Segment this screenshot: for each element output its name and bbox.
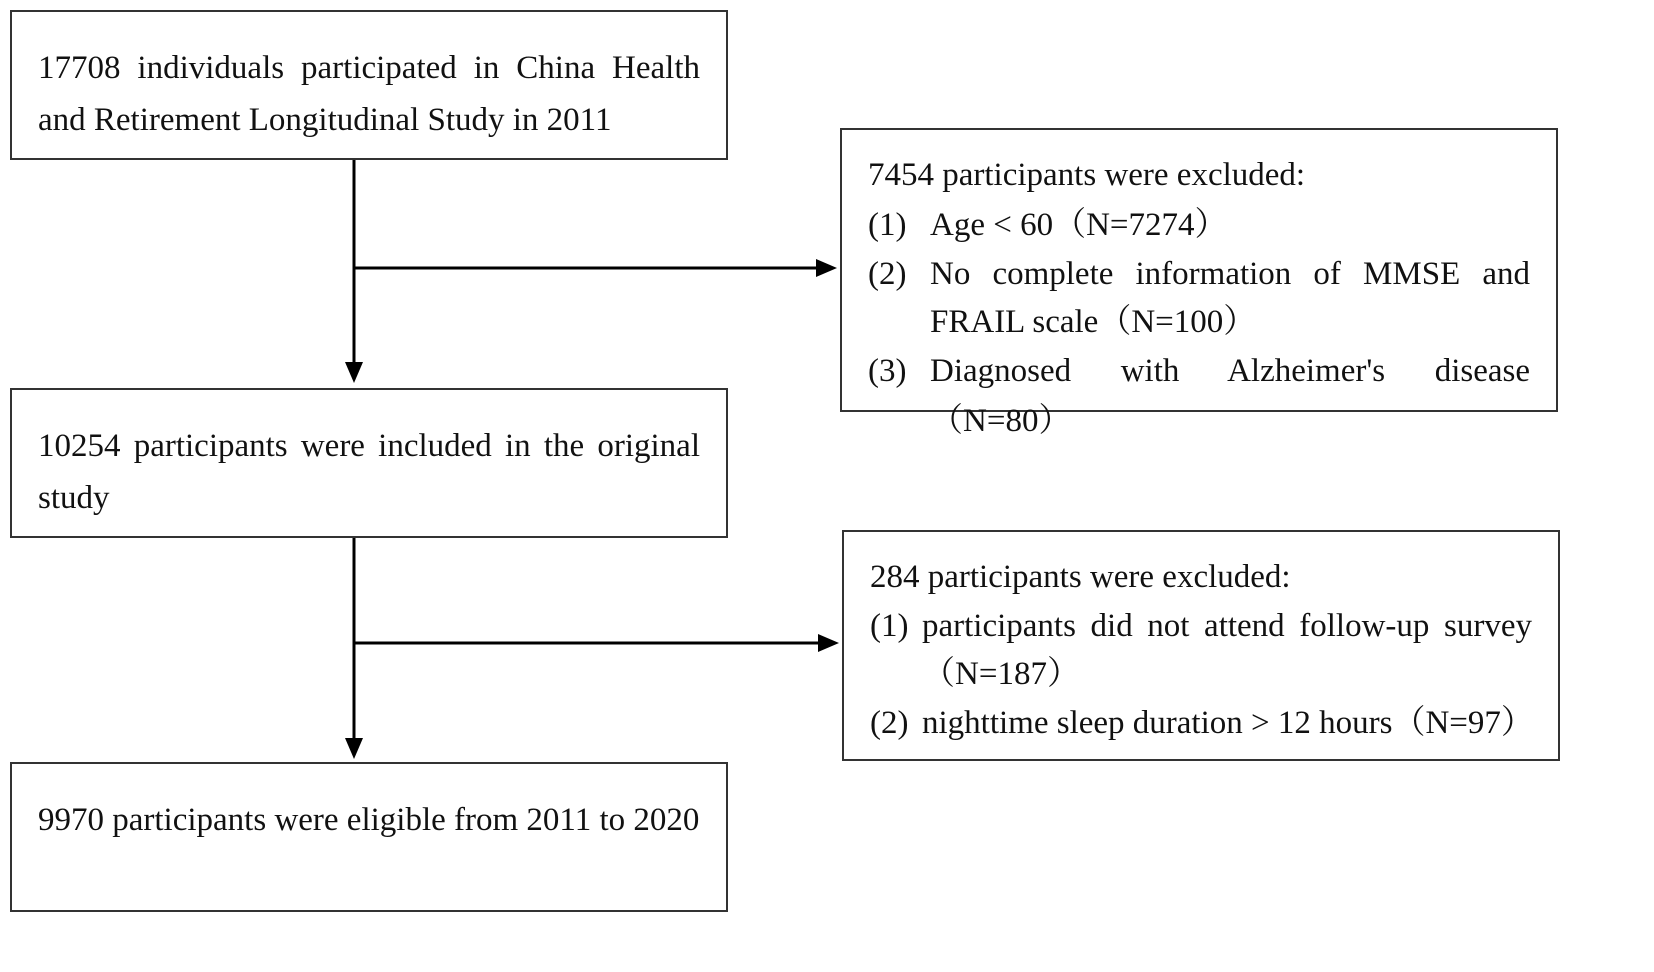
eligible-text: 9970 participants were eligible from 2011 to 2020 (38, 802, 700, 838)
arrowhead-right-1 (816, 259, 837, 277)
item-number: (2) (870, 705, 909, 741)
arrowhead-down-1 (345, 362, 363, 383)
exclusion-2-title: 284 participants were excluded: (870, 559, 1291, 595)
item-text: participants did not attend follow-up survey（N=187） (922, 608, 1532, 692)
item-number: (2) (868, 256, 907, 292)
item-text: No complete information of MMSE and FRAIL scale（N=100） (930, 256, 1530, 340)
item-text: nighttime sleep duration > 12 hours（N=97） (922, 705, 1534, 741)
arrowhead-down-2 (345, 738, 363, 759)
arrowhead-right-2 (818, 634, 839, 652)
item-number: (3) (868, 353, 907, 389)
start-text: 17708 individuals participated in China Health and Retirement Longitudinal Study in 2011 (38, 50, 700, 138)
item-text: Age < 60（N=7274） (930, 207, 1228, 243)
item-number: (1) (868, 207, 907, 243)
item-number: (1) (870, 608, 909, 644)
included-text: 10254 participants were included in the original study (38, 428, 700, 516)
item-text: Diagnosed with Alzheimer's disease（N=80） (930, 353, 1530, 439)
exclusion-1-title: 7454 participants were excluded: (868, 157, 1306, 193)
